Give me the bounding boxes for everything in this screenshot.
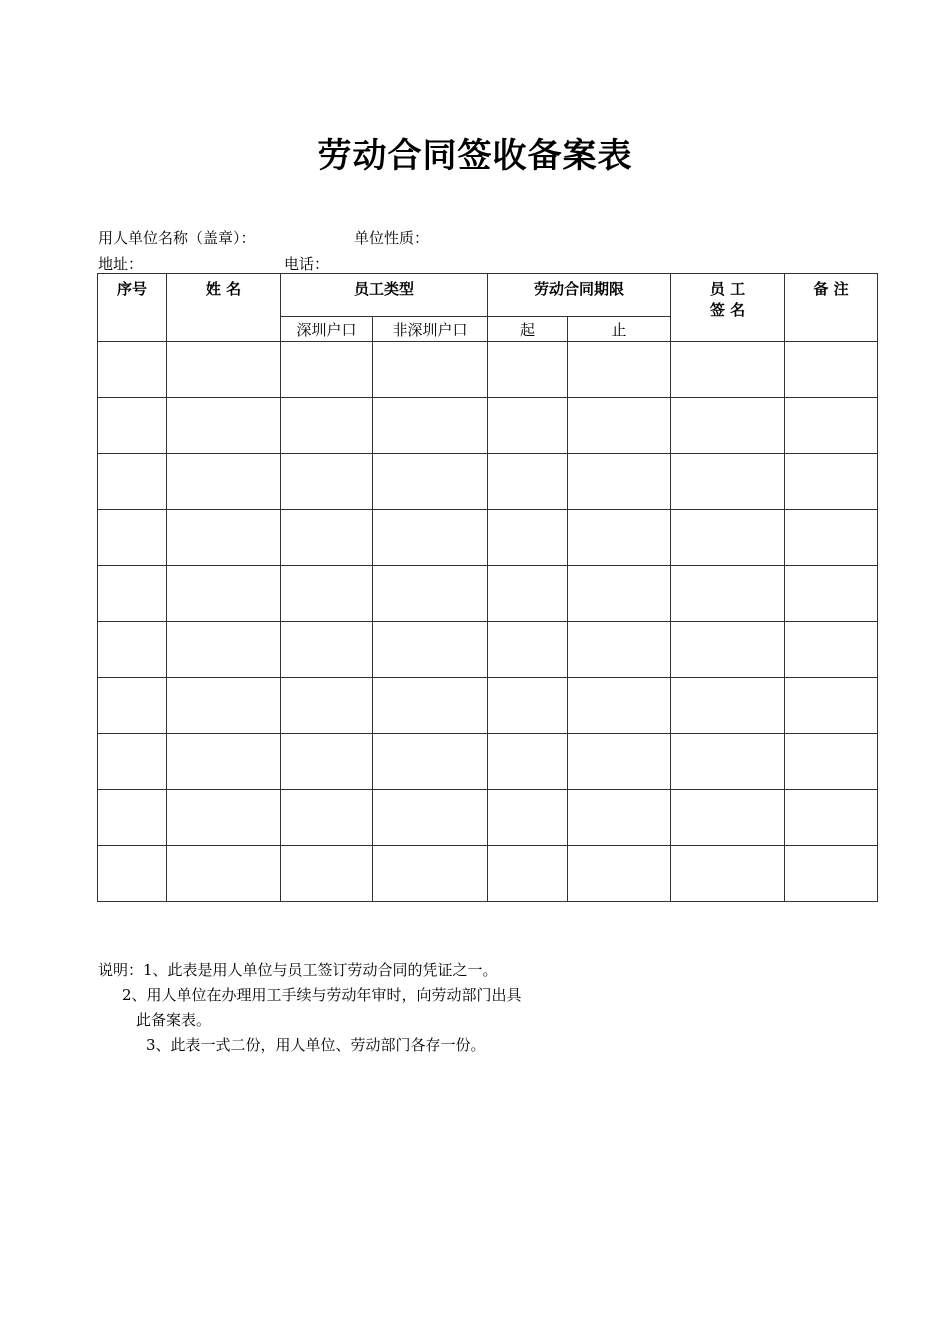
cell-non-shenzhen-hukou [373, 454, 488, 510]
contract-record-table [97, 273, 878, 902]
cell-start [488, 734, 568, 790]
table-row [98, 846, 878, 902]
header-employee-signature [671, 274, 785, 342]
cell-shenzhen-hukou [281, 846, 373, 902]
cell-start [488, 510, 568, 566]
cell-signature [671, 622, 785, 678]
table-row [98, 510, 878, 566]
cell-end [568, 398, 671, 454]
subheader-end: 止 [568, 317, 671, 342]
cell-seq [98, 510, 167, 566]
cell-name [167, 566, 281, 622]
cell-remarks [785, 510, 878, 566]
cell-seq [98, 734, 167, 790]
cell-start [488, 454, 568, 510]
cell-start [488, 622, 568, 678]
cell-name [167, 678, 281, 734]
cell-name [167, 622, 281, 678]
cell-signature [671, 566, 785, 622]
cell-end [568, 342, 671, 398]
table-row [98, 454, 878, 510]
cell-end [568, 454, 671, 510]
cell-shenzhen-hukou [281, 790, 373, 846]
cell-name [167, 454, 281, 510]
cell-end [568, 622, 671, 678]
cell-non-shenzhen-hukou [373, 734, 488, 790]
employer-name-label: 用人单位名称（盖章）： [98, 229, 256, 247]
cell-start [488, 566, 568, 622]
cell-signature [671, 790, 785, 846]
table-row [98, 790, 878, 846]
cell-non-shenzhen-hukou [373, 566, 488, 622]
cell-name [167, 510, 281, 566]
cell-remarks [785, 622, 878, 678]
note-line-4: 3、此表一式二份，用人单位、劳动部门各存一份。 [146, 1036, 486, 1054]
cell-signature [671, 398, 785, 454]
header-contract-term: 劳动合同期限 [488, 274, 671, 317]
cell-seq [98, 454, 167, 510]
employer-info-line [98, 227, 429, 248]
cell-seq [98, 398, 167, 454]
address-label: 地址： [98, 255, 144, 273]
cell-start [488, 342, 568, 398]
subheader-non-shenzhen-hukou: 非深圳户口 [373, 317, 488, 342]
cell-remarks [785, 342, 878, 398]
cell-shenzhen-hukou [281, 342, 373, 398]
header-seq: 序号 [98, 274, 167, 342]
cell-remarks [785, 678, 878, 734]
header-employee-type: 员工类型 [281, 274, 488, 317]
cell-end [568, 678, 671, 734]
note-line-2: 2、用人单位在办理用工手续与劳动年审时，向劳动部门出具 [122, 986, 522, 1004]
cell-seq [98, 342, 167, 398]
cell-seq [98, 566, 167, 622]
header-name: 姓 名 [167, 274, 281, 342]
cell-seq [98, 790, 167, 846]
cell-name [167, 734, 281, 790]
cell-start [488, 790, 568, 846]
cell-remarks [785, 734, 878, 790]
table-row [98, 622, 878, 678]
cell-signature [671, 510, 785, 566]
header-remarks: 备 注 [785, 274, 878, 342]
cell-end [568, 510, 671, 566]
cell-end [568, 790, 671, 846]
cell-shenzhen-hukou [281, 566, 373, 622]
cell-shenzhen-hukou [281, 678, 373, 734]
address-info-line [98, 253, 329, 274]
subheader-start: 起 [488, 317, 568, 342]
table-row [98, 398, 878, 454]
cell-non-shenzhen-hukou [373, 510, 488, 566]
table-row [98, 678, 878, 734]
subheader-shenzhen-hukou: 深圳户口 [281, 317, 373, 342]
cell-non-shenzhen-hukou [373, 342, 488, 398]
note-line-1: 说明：1、此表是用人单位与员工签订劳动合同的凭证之一。 [98, 961, 498, 979]
cell-signature [671, 846, 785, 902]
cell-signature [671, 342, 785, 398]
cell-signature [671, 678, 785, 734]
cell-seq [98, 846, 167, 902]
signature-header-line1: 员 工 [709, 280, 746, 298]
cell-non-shenzhen-hukou [373, 678, 488, 734]
header-row [98, 274, 878, 317]
cell-shenzhen-hukou [281, 622, 373, 678]
cell-remarks [785, 454, 878, 510]
cell-shenzhen-hukou [281, 510, 373, 566]
cell-name [167, 846, 281, 902]
cell-start [488, 846, 568, 902]
page-title: 劳动合同签收备案表 [317, 136, 633, 176]
cell-remarks [785, 566, 878, 622]
cell-end [568, 846, 671, 902]
note-line-3: 此备案表。 [136, 1011, 212, 1029]
cell-non-shenzhen-hukou [373, 398, 488, 454]
cell-remarks [785, 398, 878, 454]
cell-signature [671, 734, 785, 790]
cell-name [167, 790, 281, 846]
signature-header-line2: 签 名 [709, 301, 746, 319]
table-row [98, 566, 878, 622]
table-row [98, 734, 878, 790]
cell-shenzhen-hukou [281, 734, 373, 790]
phone-label: 电话： [284, 255, 330, 273]
cell-seq [98, 678, 167, 734]
cell-start [488, 398, 568, 454]
cell-end [568, 734, 671, 790]
cell-shenzhen-hukou [281, 398, 373, 454]
cell-name [167, 398, 281, 454]
cell-remarks [785, 790, 878, 846]
cell-non-shenzhen-hukou [373, 790, 488, 846]
cell-remarks [785, 846, 878, 902]
table-row [98, 342, 878, 398]
cell-name [167, 342, 281, 398]
cell-non-shenzhen-hukou [373, 622, 488, 678]
cell-signature [671, 454, 785, 510]
cell-shenzhen-hukou [281, 454, 373, 510]
cell-end [568, 566, 671, 622]
cell-start [488, 678, 568, 734]
cell-non-shenzhen-hukou [373, 846, 488, 902]
unit-nature-label: 单位性质： [354, 229, 430, 247]
notes-section [98, 958, 522, 1058]
cell-seq [98, 622, 167, 678]
